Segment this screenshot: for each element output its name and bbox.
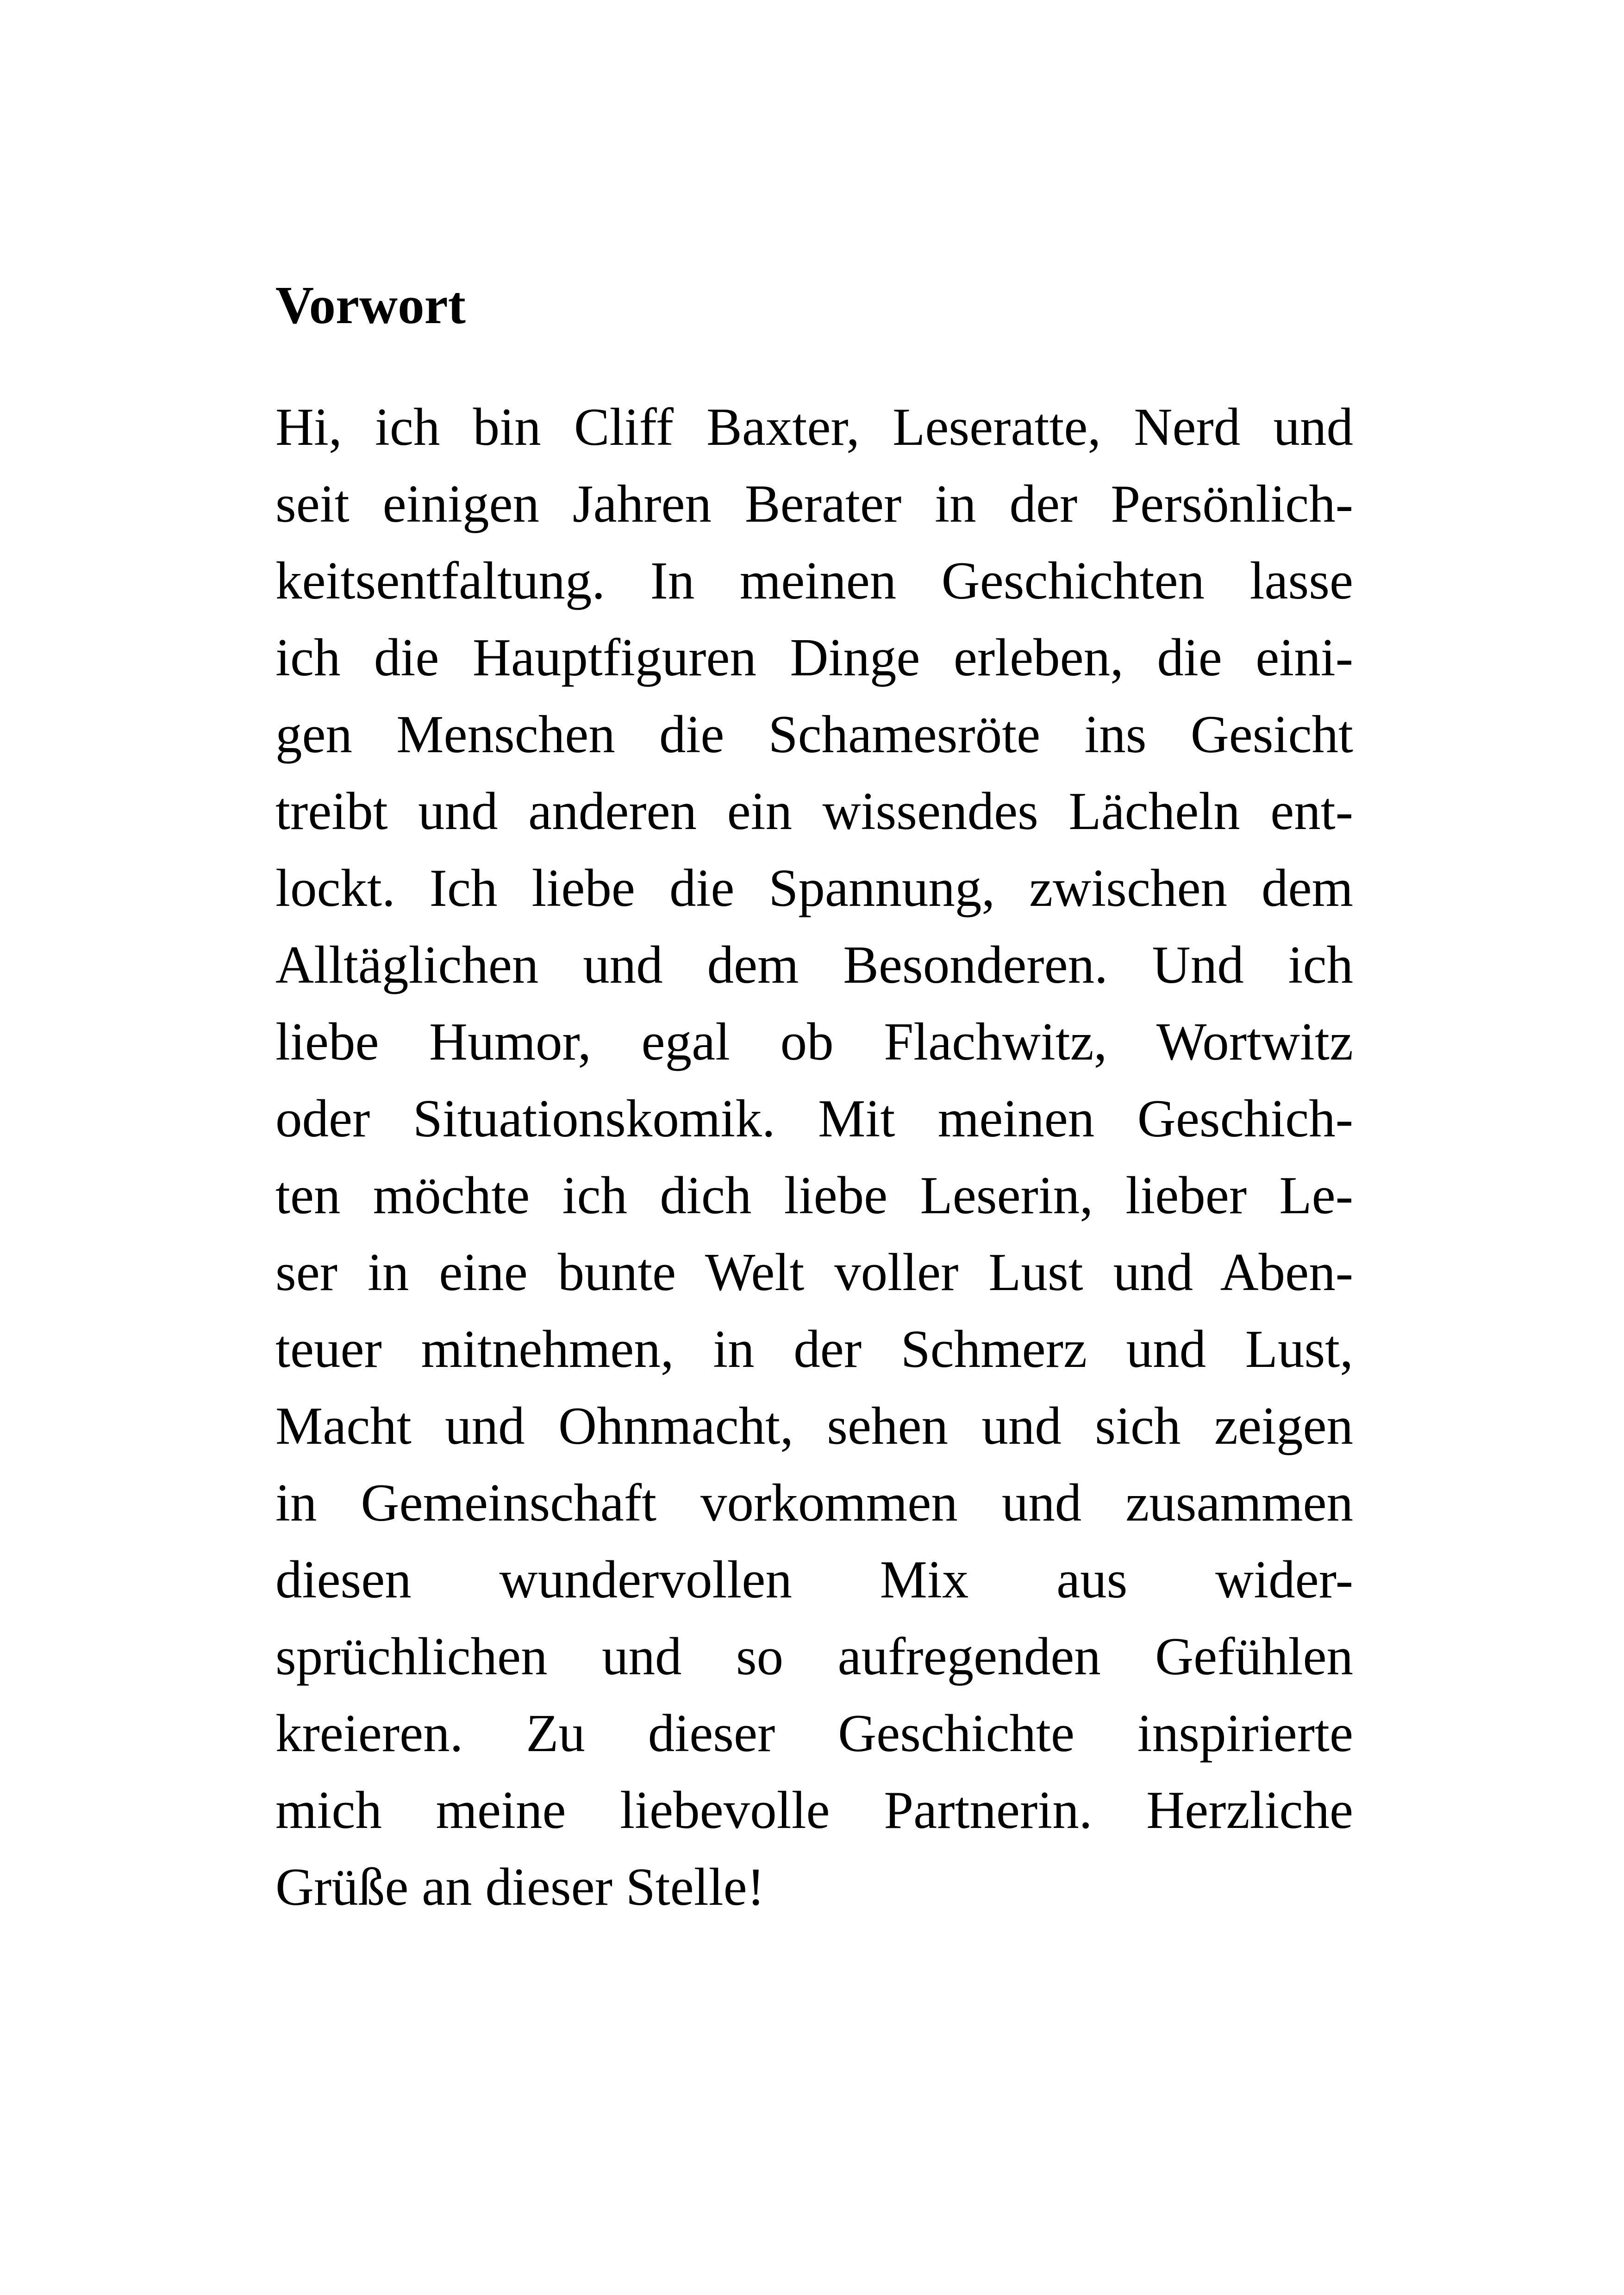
text-line: liebe Humor, egal ob Flachwitz, Wortwitz bbox=[275, 1012, 1353, 1071]
text-line: gen Menschen die Schamesröte ins Gesicht bbox=[275, 705, 1353, 764]
text-line: ich die Hauptfiguren Dinge erleben, die eini- bbox=[275, 628, 1353, 687]
text-line: lockt. Ich liebe die Spannung, zwischen dem bbox=[275, 859, 1353, 917]
text-line: mich meine liebevolle Partnerin. Herzliche bbox=[275, 1781, 1353, 1840]
text-line: Macht und Ohnmacht, sehen und sich zeigen bbox=[275, 1397, 1353, 1455]
text-line: diesen wundervollen Mix aus wider- bbox=[275, 1550, 1353, 1609]
text-line: keitsentfaltung. In meinen Geschichten lasse bbox=[275, 551, 1353, 610]
page-heading: Vorwort bbox=[275, 276, 466, 335]
text-line: Grüße an dieser Stelle! bbox=[275, 1858, 765, 1916]
body-paragraph bbox=[275, 389, 1353, 1926]
text-line: treibt und anderen ein wissendes Lächeln ent- bbox=[275, 782, 1353, 841]
text-line: kreieren. Zu dieser Geschichte inspirierte bbox=[275, 1704, 1353, 1763]
text-line: teuer mitnehmen, in der Schmerz und Lust, bbox=[275, 1320, 1353, 1378]
text-line: oder Situationskomik. Mit meinen Geschich- bbox=[275, 1089, 1353, 1148]
text-line: Hi, ich bin Cliff Baxter, Leseratte, Nerd und bbox=[275, 398, 1353, 456]
text-line: ser in eine bunte Welt voller Lust und Aben- bbox=[275, 1243, 1353, 1302]
text-line: sprüchlichen und so aufregenden Gefühlen bbox=[275, 1627, 1353, 1686]
text-line: ten möchte ich dich liebe Leserin, lieber Le- bbox=[275, 1166, 1353, 1225]
text-line: seit einigen Jahren Berater in der Persönlich- bbox=[275, 474, 1353, 533]
text-line: Alltäglichen und dem Besonderen. Und ich bbox=[275, 935, 1353, 994]
text-line: in Gemeinschaft vorkommen und zusammen bbox=[275, 1473, 1353, 1532]
